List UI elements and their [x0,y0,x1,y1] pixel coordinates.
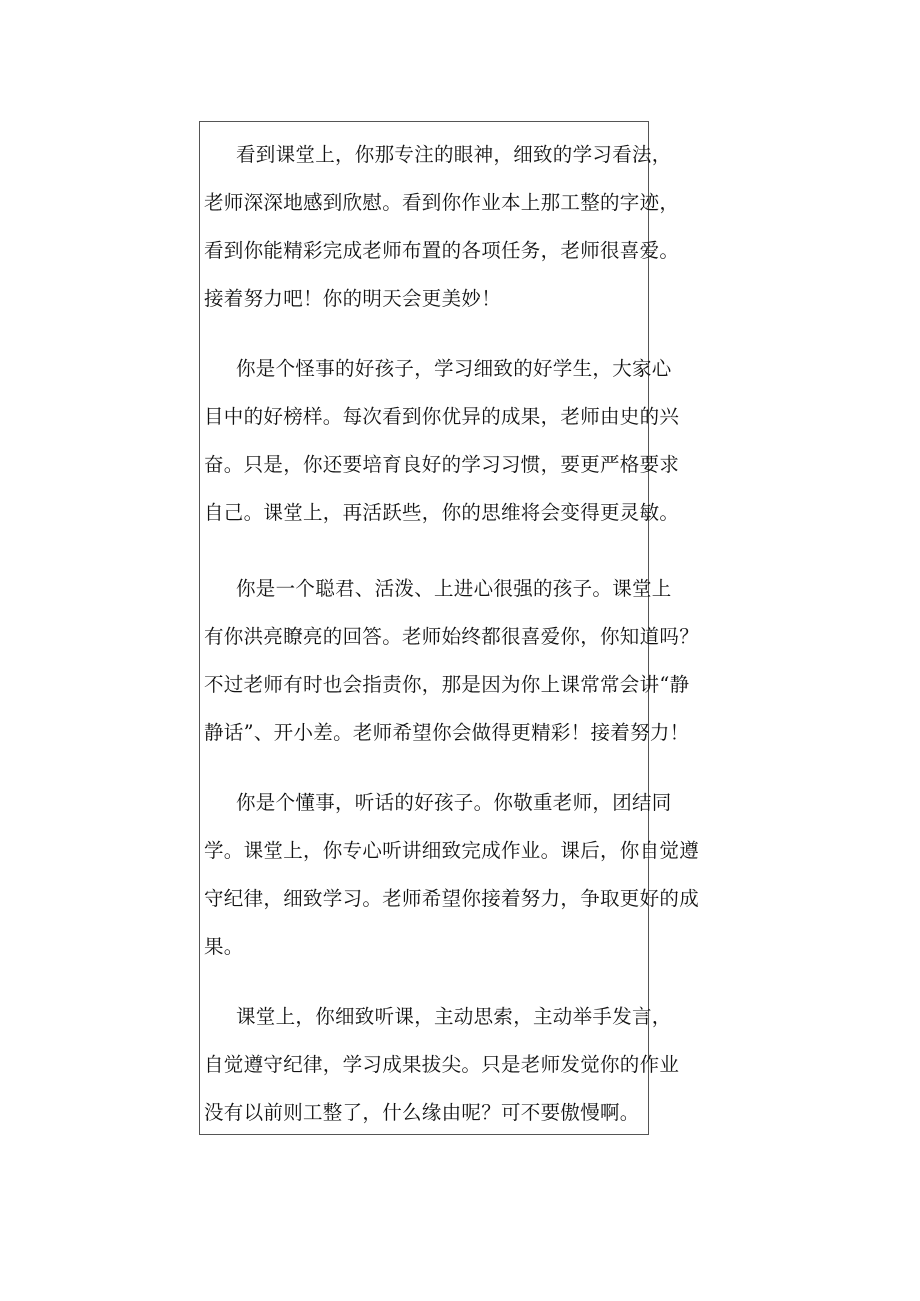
text-line: 接着努力吧！你的明天会更美妙！ [204,287,502,310]
text-line: 学。课堂上，你专心听讲细致完成作业。课后，你自觉遵 [204,839,700,862]
text-line: 看到课堂上，你那专注的眼神，细致的学习看法， [236,143,672,166]
text-line: 你是个懂事，听话的好孩子。你敬重老师，团结同 [236,791,672,814]
text-line: 你是个怪事的好孩子，学习细致的好学生，大家心 [236,357,672,380]
text-line: 奋。只是，你还要培育良好的学习习惯，要更严格要求 [204,453,680,476]
text-line: 老师深深地感到欣慰。看到你作业本上那工整的字迹， [204,191,680,214]
text-line: 课堂上，你细致听课，主动思索，主动举手发言， [236,1005,672,1028]
text-line: 守纪律，细致学习。老师希望你接着努力，争取更好的成 [204,887,700,910]
text-line: 自觉遵守纪律，学习成果拔尖。只是老师发觉你的作业 [204,1053,680,1076]
text-line: 自己。课堂上，再活跃些，你的思维将会变得更灵敏。 [204,501,680,524]
text-line: 目中的好榜样。每次看到你优异的成果，老师由史的兴 [204,405,680,428]
comments-table-cell [199,121,700,1135]
text-line: 不过老师有时也会指责你，那是因为你上课常常会讲“静 [204,673,690,696]
text-line: 果。 [204,935,244,958]
text-line: 没有以前则工整了，什么缘由呢？可不要傲慢啊。 [204,1101,640,1124]
text-line: 静话”、开小差。老师希望你会做得更精彩！接着努力！ [204,721,690,744]
text-line: 有你洪亮瞭亮的回答。老师始终都很喜爱你，你知道吗？ [204,625,700,648]
text-line: 你是一个聪君、活泼、上进心很强的孩子。课堂上 [236,577,672,600]
text-line: 看到你能精彩完成老师布置的各项任务，老师很喜爱。 [204,239,680,262]
